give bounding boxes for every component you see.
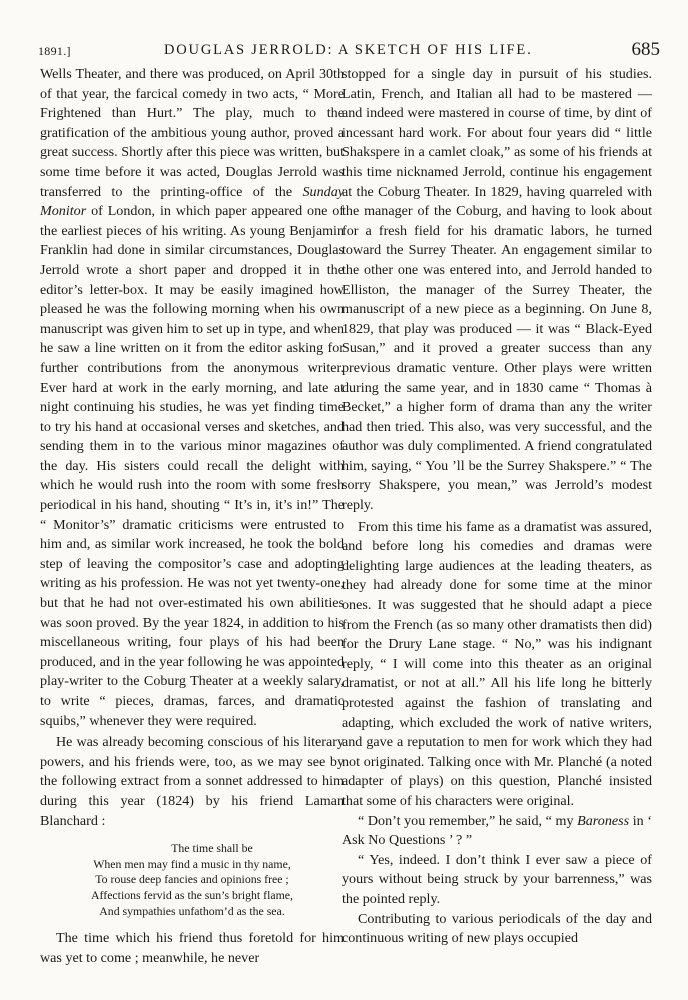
character-name: Baroness	[577, 812, 630, 829]
paragraph: He was already becoming conscious of his literary powers, and his friends were, too, as we may see by the following extract from a sonnet addressed to him during this year (1824) by his friend Laman Blanchard :	[40, 734, 344, 829]
sonnet-extract	[40, 841, 344, 919]
issue-date: 1891.]	[38, 44, 71, 58]
newspaper-name: Sunday Monitor	[40, 183, 344, 220]
verse-line: When men may find a music in thy name,	[93, 856, 291, 871]
paragraph: stopped for a single day in pursuit of his studies. Latin, French, and Italian all had to be mastered — and indeed were mastered in course of time, by dint of incessant hard work. For about four years did “ little Shakspere in a camlet cloak,” as some of his friends at this time nicknamed Jerrold, continue his engagement at the Coburg Theater. In 1829, having quarreled with the manager of the Coburg, and having to look about for a fresh field for his dramatic labors, he turned toward the Surrey Theater. An engagement similar to the other one was entered into, and Jerrold handed to Elliston, the manager of the Surrey Theater, the manuscript of a new piece as a beginning. On June 8, 1829, that play was produced — it was “ Black-Eyed Susan,” and it proved a greater success than any previous dramatic venture. Other plays were written during the same year, and in 1830 came “ Thomas à Becket,” a higher form of drama than any the writer had then tried. This also, was very successful, and the author was duly complimented. A friend congratulated him, saying, “ You ’ll be the Surrey Shakspere.” “ The sorry Shakspere, you mean,” was Jerrold’s modest reply.	[342, 66, 652, 514]
running-head	[38, 40, 660, 68]
verse-line: And sympathies unfathom’d as the sea.	[99, 903, 285, 918]
paragraph: The time which his friend thus foretold for him was yet to come ; meanwhile, he never	[40, 930, 344, 966]
paragraph-text: in ‘ Ask No Questions ’ ? ”	[342, 812, 652, 849]
paragraph: Contributing to various periodicals of the day and continuous writing of new plays occupied	[342, 910, 652, 947]
right-column	[342, 65, 652, 949]
verse-line: To rouse deep fancies and opinions free ;	[95, 872, 289, 887]
paragraph-text: Wells Theater, and there was produced, on April 30th of that year, the farcical comedy in two acts, “ More Frightened than Hurt.” The play, much to the gratification of the ambitious young author, proved a great success. Shortly after this piece was written, but some time before it was acted, Douglas Jerrold was transferred to the printing-office of the	[40, 66, 344, 200]
paragraph: “ Yes, indeed. I don’t think I ever saw a piece of yours without being struck by your barrenness,” was the pointed reply.	[342, 851, 652, 907]
paragraph: From this time his fame as a dramatist was assured, and before long his comedies and dramas were delighting large audiences at the leading theaters, as they had already done for some time at the minor ones. It was suggested that he should adapt a piece from the French (as so many other dramatists then did) for the Drury Lane stage. “ No,” was his indignant reply, “ I will come into this theater as an original dramatist, or not at all.” All his life long he bitterly protested against the fashion of translating and adapting, which excluded the work of native writers, and gave a reputation to men for work which they had not originated. Talking once with Mr. Planché (a noted adapter of plays) on this question, Planché insisted that some of his characters were original.	[342, 518, 652, 809]
paragraph-text: of London, in which paper appeared one of the earliest pieces of his writing. As young Benjamin Franklin had done in similar circumstances, Douglas Jerrold wrote a short paper and dropped it in the editor’s letter-box. It may be easily imagined how pleased he was the following morning when his own manuscript was given him to set up in type, and when he saw a line written on it from the editor asking for further contributions from the anonymous writer. Ever hard at work in the early morning, and late at night continuing his studies, he was yet finding time to try his hand at occasional verses and sketches, and sending them in to the various minor magazines of the day. His sisters could recall the delight with which he would rush into the room with some fresh periodical in his hand, shouting “ It’s in, it’s in!” The “ Monitor’s” dramatic criticisms were entrusted to him and, as similar work increased, he took the bold step of leaving the compositor’s case and adopting writing as his profession. He was not yet twenty-one, but that he had not over-estimated his own abilities was soon proved. By the year 1824, in addition to his miscellaneous writing, four plays of his had been produced, and in the year following he was appointed play-writer to the Coburg Theater at a weekly salary, to write “ pieces, dramas, farces, and dramatic squibs,” whenever they were required.	[40, 203, 344, 729]
article-title: DOUGLAS JERROLD: A SKETCH OF HIS LIFE.	[164, 42, 533, 58]
paragraph	[342, 812, 652, 851]
left-column	[40, 65, 344, 968]
paragraph	[40, 65, 344, 731]
verse-line: The time shall be	[171, 841, 253, 856]
verse-line: Affections fervid as the sun’s bright flame,	[91, 887, 293, 902]
page-number: 685	[631, 39, 660, 60]
paragraph-text: “ Don’t you remember,” he said, “ my	[358, 812, 578, 829]
